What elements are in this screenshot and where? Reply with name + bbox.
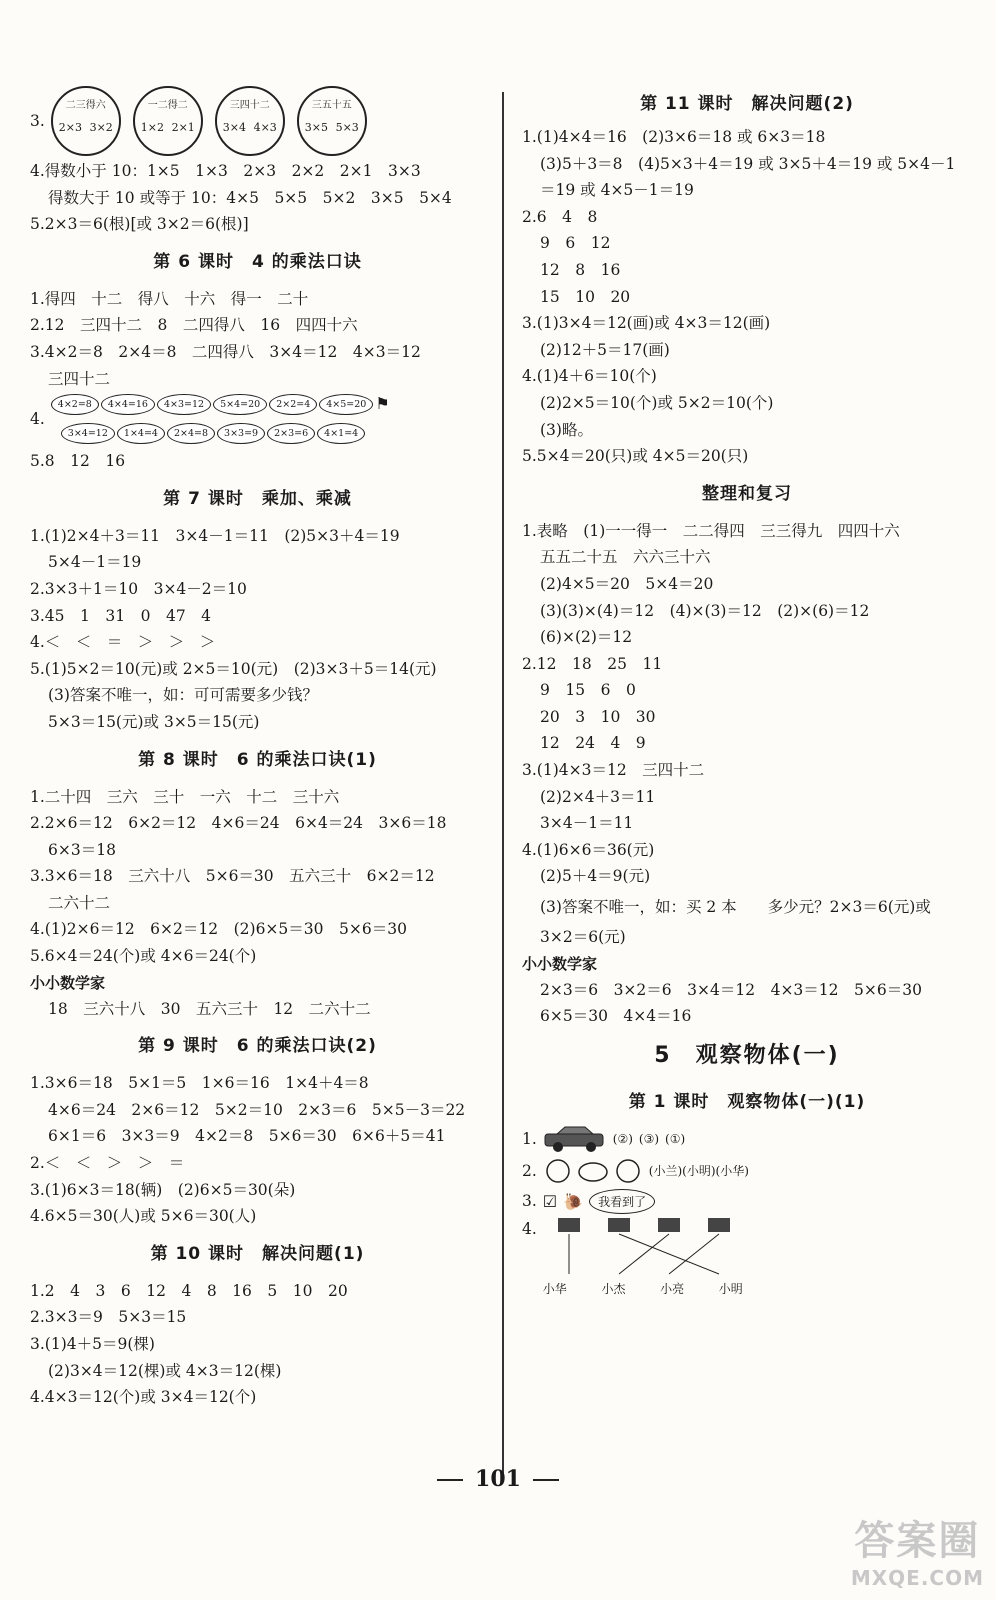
q3-label: 3.	[522, 1191, 537, 1210]
answer-line: 4.6×5＝30(人)或 5×6＝30(人)	[30, 1207, 257, 1226]
answer-line: 3.(1)3×4＝12(画)或 4×3＝12(画)	[522, 314, 771, 333]
answer-line: 12 24 4 9	[540, 734, 646, 753]
oval: 4×3=12	[157, 394, 211, 415]
oval: 2×2=4	[269, 394, 317, 415]
answer-line: 1.(1)2×4＋3＝11 3×4－1＝11 (2)5×3＋4＝19	[30, 526, 400, 545]
answer-line: 4.(1)6×6＝36(元)	[522, 840, 655, 859]
answer-line: 5.6×4＝24(个)或 4×6＝24(个)	[30, 947, 257, 966]
answer-line: 1.表略 (1)一一得一 二二得四 三三得九 四四十六	[522, 521, 900, 540]
answer-line: 2.3×3＋1＝10 3×4－2＝10	[30, 579, 247, 598]
answer-line: 1.2 4 3 6 12 4 8 16 5 10 20	[30, 1281, 348, 1300]
answer-line: 二六十二	[48, 893, 111, 912]
answer-line: 2.12 18 25 11	[522, 654, 663, 673]
answer-line: (2)5＋4＝9(元)	[540, 867, 651, 886]
answer-line: 20 3 10 30	[540, 707, 656, 726]
watermark-logo: 答案圈 MXQE.COM	[850, 1518, 984, 1590]
q3-snail-figure	[522, 1188, 972, 1215]
answer-line: 4.4×3＝12(个)或 3×4＝12(个)	[30, 1388, 257, 1407]
answer-line: 3.(1)4×3＝12 三四十二	[522, 761, 705, 780]
answer-line: (3)答案不唯一，如：可可需要多少钱？	[48, 686, 318, 705]
section-title: 整理和复习	[702, 483, 792, 504]
q1-car-figure	[522, 1124, 972, 1154]
name-label: 小杰	[601, 1282, 626, 1297]
answer-line: 5.5×4＝20(只)或 4×5＝20(只)	[522, 447, 749, 466]
answer-line: 2.3×3＝9 5×3＝15	[30, 1308, 187, 1327]
answer-line: 5.2×3＝6(根)[或 3×2＝6(根)]	[30, 215, 249, 234]
answer-line: 五五二十五 六六三十六	[540, 548, 711, 567]
answer-line: 9 6 12	[540, 234, 611, 253]
answer-line: 3×2＝6(元)	[540, 928, 626, 947]
answer-line: (2)2×4＋3＝11	[540, 787, 656, 806]
name-label: 小亮	[660, 1282, 685, 1297]
oval: 3×3=9	[217, 423, 265, 444]
answer-line: 2.12 三四十二 8 二四得八 16 四四十六	[30, 316, 358, 335]
answer-line: 12 8 16	[540, 260, 621, 279]
answer-line: 三四十二	[48, 369, 111, 388]
subsection-title: 小小数学家	[30, 973, 106, 992]
oval: 4×2=8	[51, 394, 99, 415]
cups-matching	[543, 1216, 743, 1297]
answer-line: (2)4×5＝20 5×4＝20	[540, 574, 714, 593]
answer-line: 2.6 4 8	[522, 207, 598, 226]
answer-line: 5×4－1＝19	[48, 553, 142, 572]
circle-0: 二三得六 2×3 3×2	[51, 86, 121, 156]
answer-line: 3.3×6＝18 三六十八 5×6＝30 五六三十 6×2＝12	[30, 867, 435, 886]
answer-line: (2)3×4＝12(棵)或 4×3＝12(棵)	[48, 1361, 282, 1380]
pig-icon	[543, 1156, 643, 1186]
left-column	[30, 84, 485, 1411]
name-label: 小明	[718, 1282, 743, 1297]
oval: 1×4=4	[117, 423, 165, 444]
cups-lines-icon	[543, 1216, 743, 1276]
section-title: 第 6 课时 4 的乘法口诀	[153, 251, 362, 272]
unit-title: 5 观察物体(一)	[654, 1042, 840, 1068]
checkbox-checked-icon: ☑	[542, 1191, 558, 1211]
answer-line: 6×3＝18	[48, 840, 116, 859]
answer-line: 3.(1)4＋5＝9(棵)	[30, 1335, 155, 1353]
answer-line: 1.得四 十二 得八 十六 得一 二十	[30, 289, 309, 308]
speech-bubble: 我看到了	[589, 1189, 655, 1214]
answer-line: (2)12＋5＝17(画)	[540, 340, 670, 359]
view-label: (③)	[638, 1131, 660, 1146]
oval: 2×3=6	[267, 423, 315, 444]
answer-line: ＝19 或 4×5－1＝19	[540, 181, 694, 200]
section-title: 第 10 课时 解决问题(1)	[150, 1243, 365, 1264]
section-title: 第 9 课时 6 的乘法口诀(2)	[138, 1036, 377, 1057]
oval: 4×1=4	[317, 423, 365, 444]
car-icon	[543, 1124, 607, 1154]
q4-label: 4.	[522, 1220, 537, 1239]
circle-group	[51, 86, 367, 156]
answer-line: 2×3＝6 3×2＝6 3×4＝12 4×3＝12 5×6＝30	[540, 980, 922, 999]
q1-label: 1.	[522, 1129, 537, 1148]
oval-path-figure	[30, 394, 485, 444]
oval: 4×5=20	[319, 394, 373, 415]
name-label: 小华	[542, 1282, 567, 1297]
circle-3: 三五十五 3×5 5×3	[297, 86, 367, 156]
column-divider	[502, 92, 504, 1482]
right-column	[522, 84, 972, 1299]
snail-icon: 🐌	[563, 1191, 584, 1211]
answer-line: 1.二十四 三六 三十 一六 十二 三十六	[30, 787, 340, 806]
answer-line: 4.得数小于 10：1×5 1×3 2×3 2×2 2×1 3×3	[30, 162, 421, 180]
oval: 2×4=8	[167, 423, 215, 444]
answer-line: 4.(1)2×6＝12 6×2＝12 (2)6×5＝30 5×6＝30	[30, 920, 407, 939]
q3-circles-row	[30, 86, 485, 156]
answer-line: 2.2×6＝12 6×2＝12 4×6＝24 6×4＝24 3×6＝18	[30, 814, 447, 833]
answer-line: 3×4－1＝11	[540, 814, 634, 833]
answer-line: 3.45 1 31 0 47 4	[30, 606, 212, 625]
oval: 4×4=16	[101, 394, 155, 415]
oval: 5×4=20	[213, 394, 267, 415]
circle-2: 三四十二 3×4 4×3	[215, 86, 285, 156]
flag-icon: ⚑	[375, 394, 390, 414]
section-title: 第 1 课时 观察物体(一)(1)	[628, 1091, 866, 1112]
answer-line: 4.(1)4＋6＝10(个)	[522, 367, 657, 386]
answer-line: 9 15 6 0	[540, 681, 636, 700]
answer-line: 2.＜ ＜ ＞ ＞ ＝	[30, 1154, 185, 1173]
answer-line: (3)答案不唯一，如：买 2 本 多少元？2×3＝6(元)或	[540, 898, 931, 917]
answer-line: (3)5＋3＝8 (4)5×3＋4＝19 或 3×5＋4＝19 或 5×4－1	[540, 154, 956, 173]
answer-line: 1.3×6＝18 5×1＝5 1×6＝16 1×4＋4＝8	[30, 1074, 369, 1093]
answer-line: 4×6＝24 2×6＝12 5×2＝10 2×3＝6 5×5－3＝22	[48, 1100, 466, 1119]
answer-line: 3.4×2＝8 2×4＝8 二四得八 3×4＝12 4×3＝12	[30, 342, 421, 361]
answer-line: (6)×(2)＝12	[540, 628, 633, 647]
q3-label: 3.	[30, 111, 45, 130]
answer-line: 4.＜ ＜ ＝ ＞ ＞ ＞	[30, 633, 216, 652]
circle-1: 一二得二 1×2 2×1	[133, 86, 203, 156]
oval-row-bottom	[51, 423, 390, 444]
answer-line: 6×1＝6 3×3＝9 4×2＝8 5×6＝30 6×6＋5＝41	[48, 1127, 446, 1146]
q4-cups-figure	[522, 1216, 972, 1297]
section-title: 第 8 课时 6 的乘法口诀(1)	[138, 749, 377, 770]
answer-line: 1.(1)4×4＝16 (2)3×6＝18 或 6×3＝18	[522, 128, 826, 146]
answer-line: 18 三六十八 30 五六三十 12 二六十二	[48, 999, 371, 1018]
answer-line: 6×5＝30 4×4＝16	[540, 1007, 692, 1026]
q2-label: 2.	[522, 1161, 537, 1180]
answer-line: 5.(1)5×2＝10(元)或 2×5＝10(元) (2)3×3＋5＝14(元)	[30, 659, 437, 678]
view-labels: (小兰)(小明)(小华)	[648, 1164, 749, 1179]
section-title: 第 7 课时 乘加、乘减	[163, 488, 352, 509]
answer-line: 5.8 12 16	[30, 452, 126, 471]
answer-line: 3.(1)6×3＝18(辆) (2)6×5＝30(朵)	[30, 1180, 296, 1199]
q4-label: 4.	[30, 409, 45, 428]
oval-rows	[51, 394, 390, 444]
answer-line: 15 10 20	[540, 287, 631, 306]
answer-line: (3)(3)×(4)＝12 (4)×(3)＝12 (2)×(6)＝12	[540, 601, 870, 620]
view-label: (②)	[612, 1131, 633, 1146]
page-number: 101	[0, 1466, 996, 1492]
q2-animals-figure	[522, 1156, 972, 1186]
view-label: (①)	[665, 1131, 686, 1146]
oval: 3×4=12	[61, 423, 115, 444]
answer-line: (3)略。	[540, 420, 593, 439]
section-title: 第 11 课时 解决问题(2)	[640, 94, 854, 114]
answer-line: 5×3＝15(元)或 3×5＝15(元)	[48, 712, 260, 731]
answer-line: (2)2×5＝10(个)或 5×2＝10(个)	[540, 393, 774, 412]
subsection-title: 小小数学家	[522, 954, 598, 973]
oval-row-top	[51, 394, 390, 415]
answer-line: 得数大于 10 或等于 10：4×5 5×5 5×2 3×5 5×4	[48, 188, 452, 207]
